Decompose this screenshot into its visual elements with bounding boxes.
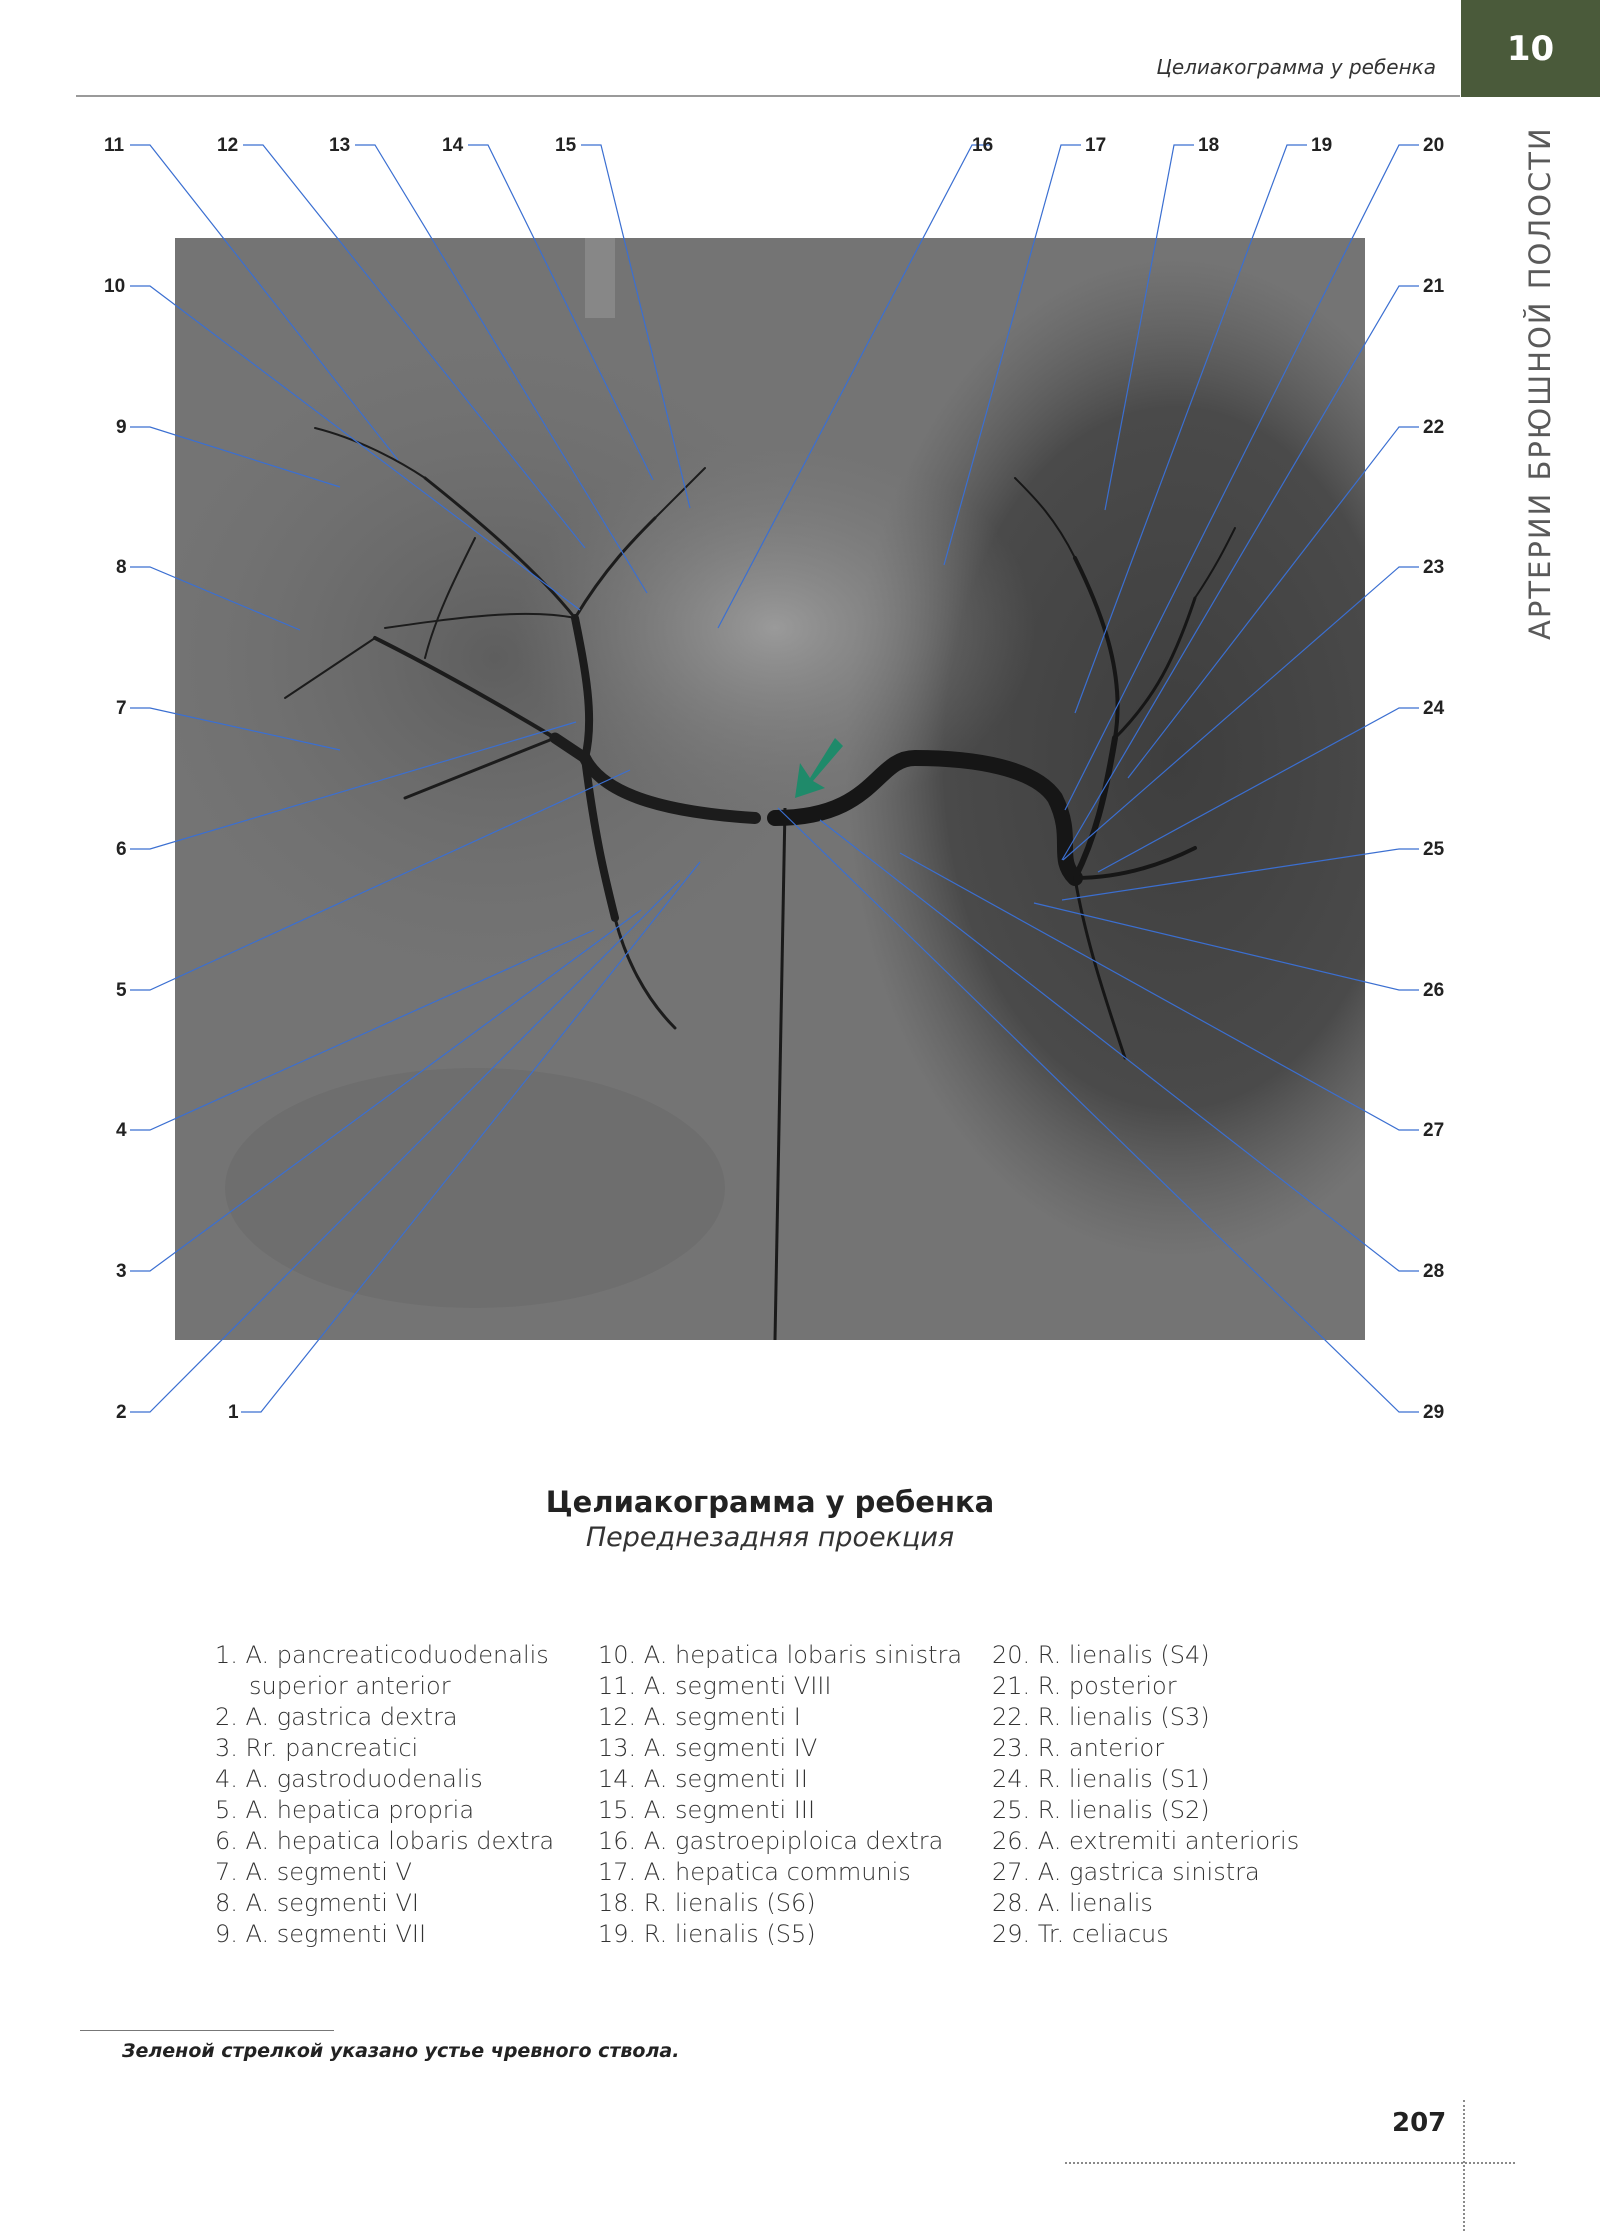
legend-item: 11. A. segmenti VIII	[598, 1672, 832, 1700]
figure-label: 19	[1311, 135, 1333, 156]
legend-item: 7. A. segmenti V	[215, 1858, 412, 1886]
running-title: Целиакограмма у ребенка	[1156, 55, 1436, 79]
legend-item: 20. R. lienalis (S4)	[992, 1641, 1210, 1669]
figure-label: 13	[329, 135, 351, 156]
page-number-dotted-rule	[1065, 2162, 1515, 2164]
figure-label: 10	[104, 276, 126, 297]
legend-item: 21. R. posterior	[992, 1672, 1177, 1700]
figure-label: 4	[116, 1120, 127, 1141]
figure-label: 6	[116, 839, 127, 860]
legend-item: 6. A. hepatica lobaris dextra	[215, 1827, 555, 1855]
figure-label: 21	[1423, 276, 1445, 297]
legend-item: 14. A. segmenti II	[598, 1765, 808, 1793]
side-section-title: АРТЕРИИ БРЮШНОЙ ПОЛОСТИ	[1523, 126, 1557, 640]
figure-label: 15	[555, 135, 577, 156]
figure-label: 22	[1423, 417, 1445, 438]
legend-item: 3. Rr. pancreatici	[215, 1734, 419, 1762]
figure-caption-title: Целиакограмма у ребенка	[545, 1485, 995, 1519]
legend-item: 19. R. lienalis (S5)	[598, 1920, 816, 1948]
legend-item: 17. A. hepatica communis	[598, 1858, 911, 1886]
figure-label: 16	[972, 135, 994, 156]
figure-label: 28	[1423, 1261, 1445, 1282]
footnote: Зеленой стрелкой указано устье чревного ствола.	[122, 2040, 680, 2062]
figure-label: 3	[116, 1261, 127, 1282]
legend-item: 13. A. segmenti IV	[598, 1734, 818, 1762]
legend-item: 5. A. hepatica propria	[215, 1796, 475, 1824]
legend-item: 10. A. hepatica lobaris sinistra	[598, 1641, 963, 1669]
page-number: 207	[1392, 2108, 1447, 2138]
legend-item: 18. R. lienalis (S6)	[598, 1889, 816, 1917]
chapter-number-tab: 10	[1461, 0, 1600, 97]
figure-label: 12	[217, 135, 239, 156]
legend-item: 28. A. lienalis	[992, 1889, 1153, 1917]
legend-item: 9. A. segmenti VII	[215, 1920, 427, 1948]
figure-label: 2	[116, 1402, 127, 1423]
legend-item: 22. R. lienalis (S3)	[992, 1703, 1210, 1731]
footnote-rule	[80, 2030, 334, 2031]
legend-item: 2. A. gastrica dextra	[215, 1703, 458, 1731]
legend-item: 16. A. gastroepiploica dextra	[598, 1827, 944, 1855]
legend-item: 15. A. segmenti III	[598, 1796, 816, 1824]
figure-label: 29	[1423, 1402, 1445, 1423]
figure-label: 1	[228, 1402, 239, 1423]
page-number-dotted-rule-vertical	[1463, 2100, 1465, 2231]
figure-label: 8	[116, 557, 127, 578]
legend-item: 26. A. extremiti anterioris	[992, 1827, 1300, 1855]
figure-label: 18	[1198, 135, 1220, 156]
figure-label: 26	[1423, 980, 1445, 1001]
figure-label: 27	[1423, 1120, 1445, 1141]
legend-item: 25. R. lienalis (S2)	[992, 1796, 1210, 1824]
figure-label: 17	[1085, 135, 1107, 156]
legend-item: 29. Tr. celiacus	[992, 1920, 1169, 1948]
legend-item: superior anterior	[249, 1672, 451, 1700]
legend-column-3	[992, 1640, 1299, 1950]
figure-label: 11	[104, 135, 125, 156]
legend-column-2	[598, 1640, 962, 1950]
figure-label: 7	[116, 698, 127, 719]
legend-item: 8. A. segmenti VI	[215, 1889, 420, 1917]
figure-label: 5	[116, 980, 127, 1001]
figure-label: 23	[1423, 557, 1445, 578]
legend-item: 1. A. pancreaticoduodenalis	[215, 1641, 549, 1669]
figure-label: 20	[1423, 135, 1445, 156]
figure-label: 24	[1423, 698, 1445, 719]
figure-caption-subtitle: Переднезадняя проекция	[585, 1522, 955, 1553]
legend-item: 23. R. anterior	[992, 1734, 1165, 1762]
figure-label: 14	[442, 135, 464, 156]
legend-item: 24. R. lienalis (S1)	[992, 1765, 1210, 1793]
legend-item: 12. A. segmenti I	[598, 1703, 801, 1731]
legend-column-1	[215, 1640, 554, 1950]
figure-label: 25	[1423, 839, 1445, 860]
figure-label: 9	[116, 417, 127, 438]
legend-item: 27. A. gastrica sinistra	[992, 1858, 1260, 1886]
legend-item: 4. A. gastroduodenalis	[215, 1765, 483, 1793]
